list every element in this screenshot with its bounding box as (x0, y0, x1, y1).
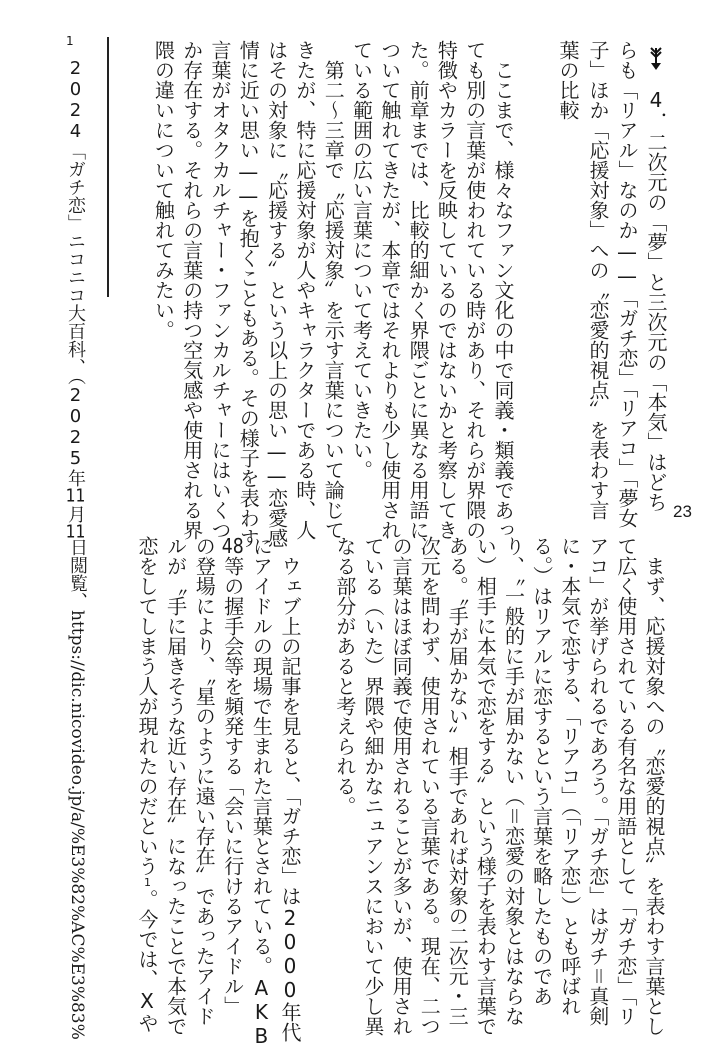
text-segment: 1 (141, 876, 154, 889)
body-text-line: なる部分があると考えられる。 (332, 536, 357, 816)
body-text-line: 第二～三章で〝応援対象〟を示す言葉について論じて (321, 60, 346, 540)
body-text-line: い）相手に本気で恋をする〟という様子を表わす言葉で (473, 536, 498, 1036)
body-text-line: ている範囲の広い言葉について考えていきたい。 (349, 40, 374, 480)
body-text-line: る。）はリアルに恋するという言葉を略したものであ (529, 536, 554, 1006)
page-number: 23 (673, 502, 692, 521)
feathered-arrow-down-icon (648, 47, 664, 71)
body-text-line (219, 536, 247, 1016)
text-segment: 等の握手会等を頻発する「会いに行けるアイドル」 (220, 556, 245, 1016)
body-text-line: まず、応援対象への〝恋愛的視点〟を表わす言葉とし (642, 556, 666, 1036)
body-text-line: ルが〝手に届きそうな近い存在〟になったことで本気で (163, 536, 188, 1036)
body-text-line: きたが、特に応援対象が人やキャラクターである時、人 (292, 40, 317, 540)
section-heading-line: 子」ほか「応援対象」への〝恋愛的視点〟を表わす言 (586, 40, 610, 520)
body-text-line: ある。〝手が届かない〟相手であれば対象の二次元・三 (445, 536, 470, 1026)
body-text-line: 次元を問わず、使用されている言葉である。現在、二つ (417, 536, 442, 1036)
body-text-line: はその対象に〝応援する〟という以上の思い——恋愛感 (264, 40, 289, 548)
body-text-line: ウェブ上の記事を見ると、「ガチ恋」は2000年代 (278, 556, 302, 1042)
body-text-line: り、〝一般的に手が届かない（＝恋愛の対象とはならな (501, 536, 526, 1026)
section-heading-line: 葉の比較 (556, 40, 580, 120)
body-text-line: か存在する。それらの言葉の持つ空気感や使用される界 (179, 40, 204, 540)
footnote-text (63, 538, 91, 1040)
body-text-line: て広く使用されている有名な用語として「ガチ恋」「リ (613, 536, 638, 1026)
text-segment: 恋をしてしまう人が現れたのだという (135, 536, 159, 876)
body-text-line: ついて触れてきたが、本章ではそれよりも少し使用され (377, 40, 402, 540)
body-text-line (133, 536, 161, 1033)
body-text-line: に・本気で恋する、「リアコ」（「リア恋」）とも呼ばれ (557, 536, 582, 1016)
section-heading-line: らも「リアル」なのか——「ガチ恋」「リアコ」「夢女 (615, 40, 639, 528)
text-segment: 日閲覧、 (67, 538, 88, 610)
body-text-line: 隈の違いについて触れてみたい。 (151, 40, 176, 340)
body-text-line: ここまで、様々なファン文化の中で同義・類義であっ (491, 60, 515, 540)
footnote-text (61, 58, 89, 541)
body-text-line: の登場により、〝星のように遠い存在〟であったアイド (192, 536, 217, 1026)
footnote-marker: 1 (66, 34, 74, 48)
text-segment: 月 (65, 505, 86, 523)
body-text-line: 特徴やカラーを反映しているのではないかと考察してき (434, 40, 459, 540)
body-text-line: た。前章までは、比較的細かく界隈ごとに異なる用語に (406, 40, 431, 540)
text-segment: 2024「ガチ恋」ニコニコ大百科、（2025年 (65, 58, 86, 487)
text-segment: 。今では、Xや (135, 889, 159, 1033)
text-segment: 48 (221, 536, 244, 556)
body-text-line: にアイドルの現場で生まれた言葉とされている。AKB (249, 536, 274, 1048)
body-text-line: アコ」が挙げられるであろう。「ガチ恋」はガチ＝真剣 (585, 536, 610, 1026)
footnote-separator (107, 37, 109, 297)
body-text-line: 情に近い思い——を抱くこともある。その様子を表わす (236, 40, 261, 548)
footnote-url: https://dic.nicovideo.jp/a/%E3%82%AC%E3%83% (67, 610, 87, 1040)
body-text-line: ている（いた）界隈や細かなニュアンスにおいて少し異 (361, 536, 385, 1036)
body-text-line: ても別の言葉が使われている時があり、それらが界隈の (462, 40, 487, 540)
text-segment: 11 (65, 487, 86, 505)
section-heading-line: 4．二次元の「夢」と三次元の「本気」はどち (644, 88, 668, 512)
body-text-line: 言葉がオタクカルチャー・ファンカルチャーにはいくつ (208, 40, 232, 540)
body-text-line: の言葉はほぼ同義で使用されることが多いが、使用され (389, 536, 414, 1036)
text-segment: 11 (65, 523, 86, 541)
